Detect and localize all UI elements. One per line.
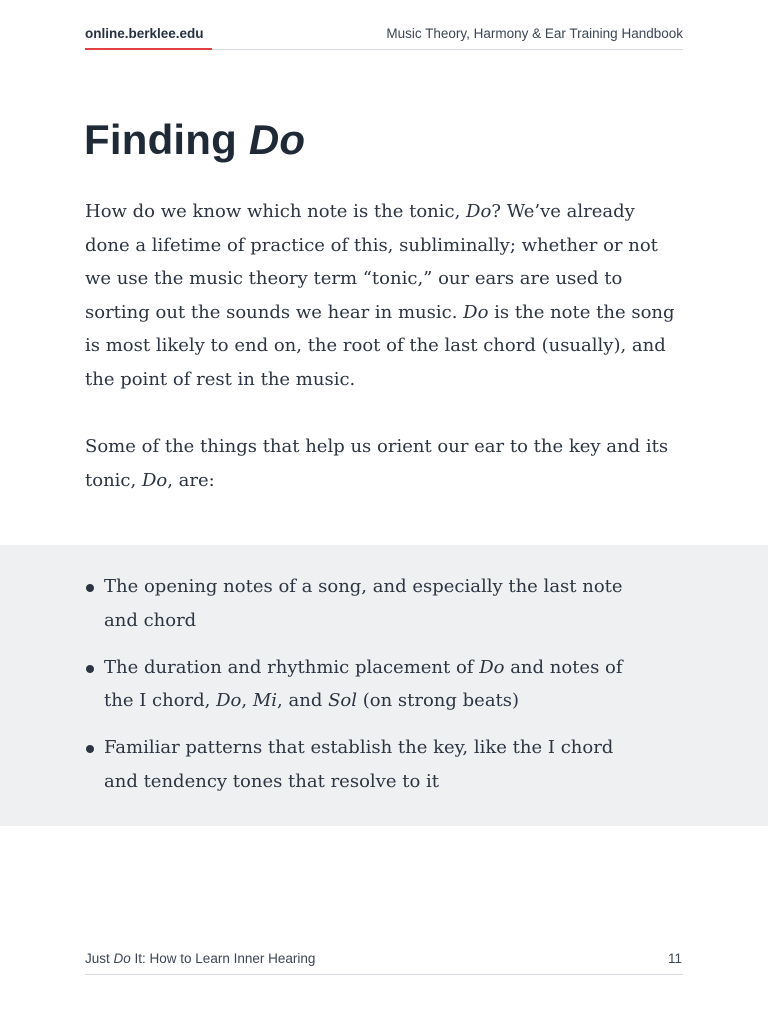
intro-paragraph — [85, 195, 685, 396]
text-segment-italic: Mi — [252, 690, 278, 711]
text-segment: and notes of the I chord, — [104, 656, 623, 711]
text-segment: is the note the song is most likely to end on, the root of the last chord (usually), and the point of rest in the music. — [85, 301, 675, 390]
bullet-icon — [86, 745, 94, 753]
text-segment-italic: Do — [479, 656, 505, 678]
bullet-icon — [86, 665, 94, 673]
site-name: online.berklee.edu — [85, 26, 204, 41]
text-segment: (on strong beats) — [357, 690, 520, 711]
list-item — [85, 651, 645, 718]
header-accent-underline — [85, 48, 212, 50]
text-segment: ? We’ve already done a lifetime of practice of this, subliminally; whether or not we use the music theory term “tonic,” our ears are used to sorting out the sounds we hear in music. — [85, 201, 658, 323]
text-segment-italic: Do — [216, 690, 242, 711]
text-segment-italic: Do — [463, 301, 489, 323]
page-title — [84, 116, 305, 164]
text-segment: The duration and rhythmic placement of — [104, 656, 480, 678]
bullet-icon — [86, 584, 94, 592]
text-segment: , are: — [167, 469, 215, 491]
list-item — [85, 731, 645, 798]
text-segment: Just — [85, 951, 114, 966]
list-item — [85, 570, 645, 637]
page-number: 11 — [667, 951, 682, 966]
text-segment: , — [241, 690, 253, 711]
bullet-list — [85, 570, 645, 812]
text-segment-italic: Do — [466, 201, 492, 222]
lead-in-paragraph — [85, 430, 685, 497]
text-segment: It: How to Learn Inner Hearing — [130, 951, 316, 966]
text-segment: Familiar patterns that establish the key, like the I chord and tendency tones that resolve to it — [104, 737, 614, 792]
text-segment: , and — [277, 690, 329, 711]
page-footer — [85, 948, 683, 975]
page-header — [85, 24, 683, 50]
text-segment-italic: Sol — [328, 690, 357, 711]
page-title-emphasis: Do — [248, 116, 306, 163]
page-title-text: Finding — [84, 116, 249, 163]
text-segment: How do we know which note is the tonic, — [85, 201, 467, 222]
chapter-title — [85, 951, 315, 966]
text-segment-italic: Do — [113, 951, 131, 966]
text-segment-italic: Do — [141, 469, 168, 491]
text-segment: The opening notes of a song, and especially the last note and chord — [104, 576, 623, 631]
text-segment: Some of the things that help us orient our ear to the key and its tonic, — [85, 436, 669, 491]
book-title: Music Theory, Harmony & Ear Training Handbook — [386, 26, 683, 41]
